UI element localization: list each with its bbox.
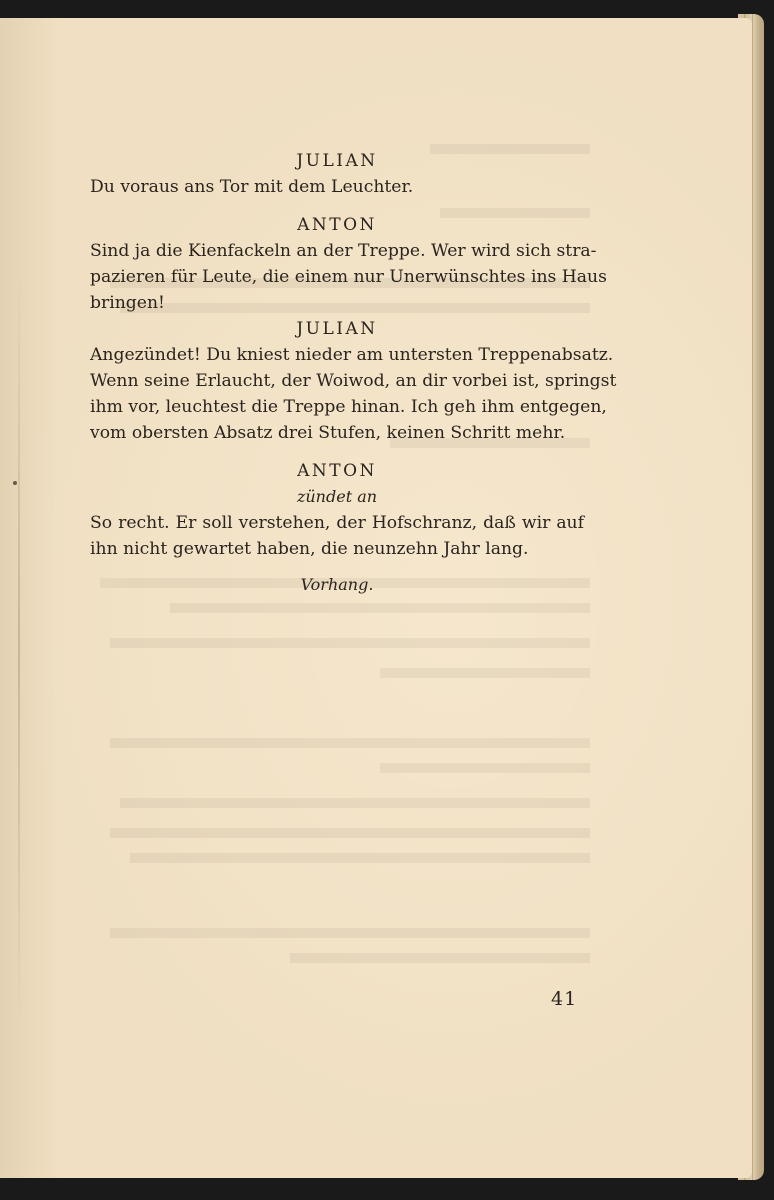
dialogue-line: ihn nicht gewartet haben, die neunzehn Jahr lang. bbox=[90, 539, 529, 559]
dialogue-line: Sind ja die Kienfackeln an der Treppe. Wer wird sich stra- bbox=[90, 241, 597, 261]
dialogue-line: Wenn seine Erlaucht, der Woiwod, an dir vorbei ist, springst bbox=[90, 371, 617, 391]
page-text bbox=[90, 148, 617, 598]
stage-direction: zündet an bbox=[296, 487, 378, 506]
book-page bbox=[0, 18, 752, 1178]
gutter-shadow bbox=[18, 268, 20, 1028]
dialogue-line: Du voraus ans Tor mit dem Leuchter. bbox=[90, 177, 414, 197]
dialogue-line: bringen! bbox=[90, 293, 165, 313]
dialogue-line: Angezündet! Du kniest nieder am untersten Treppenabsatz. bbox=[90, 345, 614, 365]
dialogue-line: So recht. Er soll verstehen, der Hofschranz, daß wir auf bbox=[90, 513, 584, 533]
closing-stage-direction: Vorhang. bbox=[300, 575, 374, 594]
dialogue-line: vom obersten Absatz drei Stufen, keinen Schritt mehr. bbox=[90, 423, 566, 443]
speaker-name: ANTON bbox=[297, 461, 377, 481]
speaker-name: JULIAN bbox=[296, 151, 378, 171]
dialogue-line: ihm vor, leuchtest die Treppe hinan. Ich geh ihm entgegen, bbox=[90, 397, 607, 417]
speaker-name: ANTON bbox=[297, 215, 377, 235]
page-number: 41 bbox=[551, 988, 578, 1010]
dialogue-line: pazieren für Leute, die einem nur Unerwünschtes ins Haus bbox=[90, 267, 607, 287]
gutter-mark bbox=[13, 481, 17, 485]
speaker-name: JULIAN bbox=[296, 319, 378, 339]
